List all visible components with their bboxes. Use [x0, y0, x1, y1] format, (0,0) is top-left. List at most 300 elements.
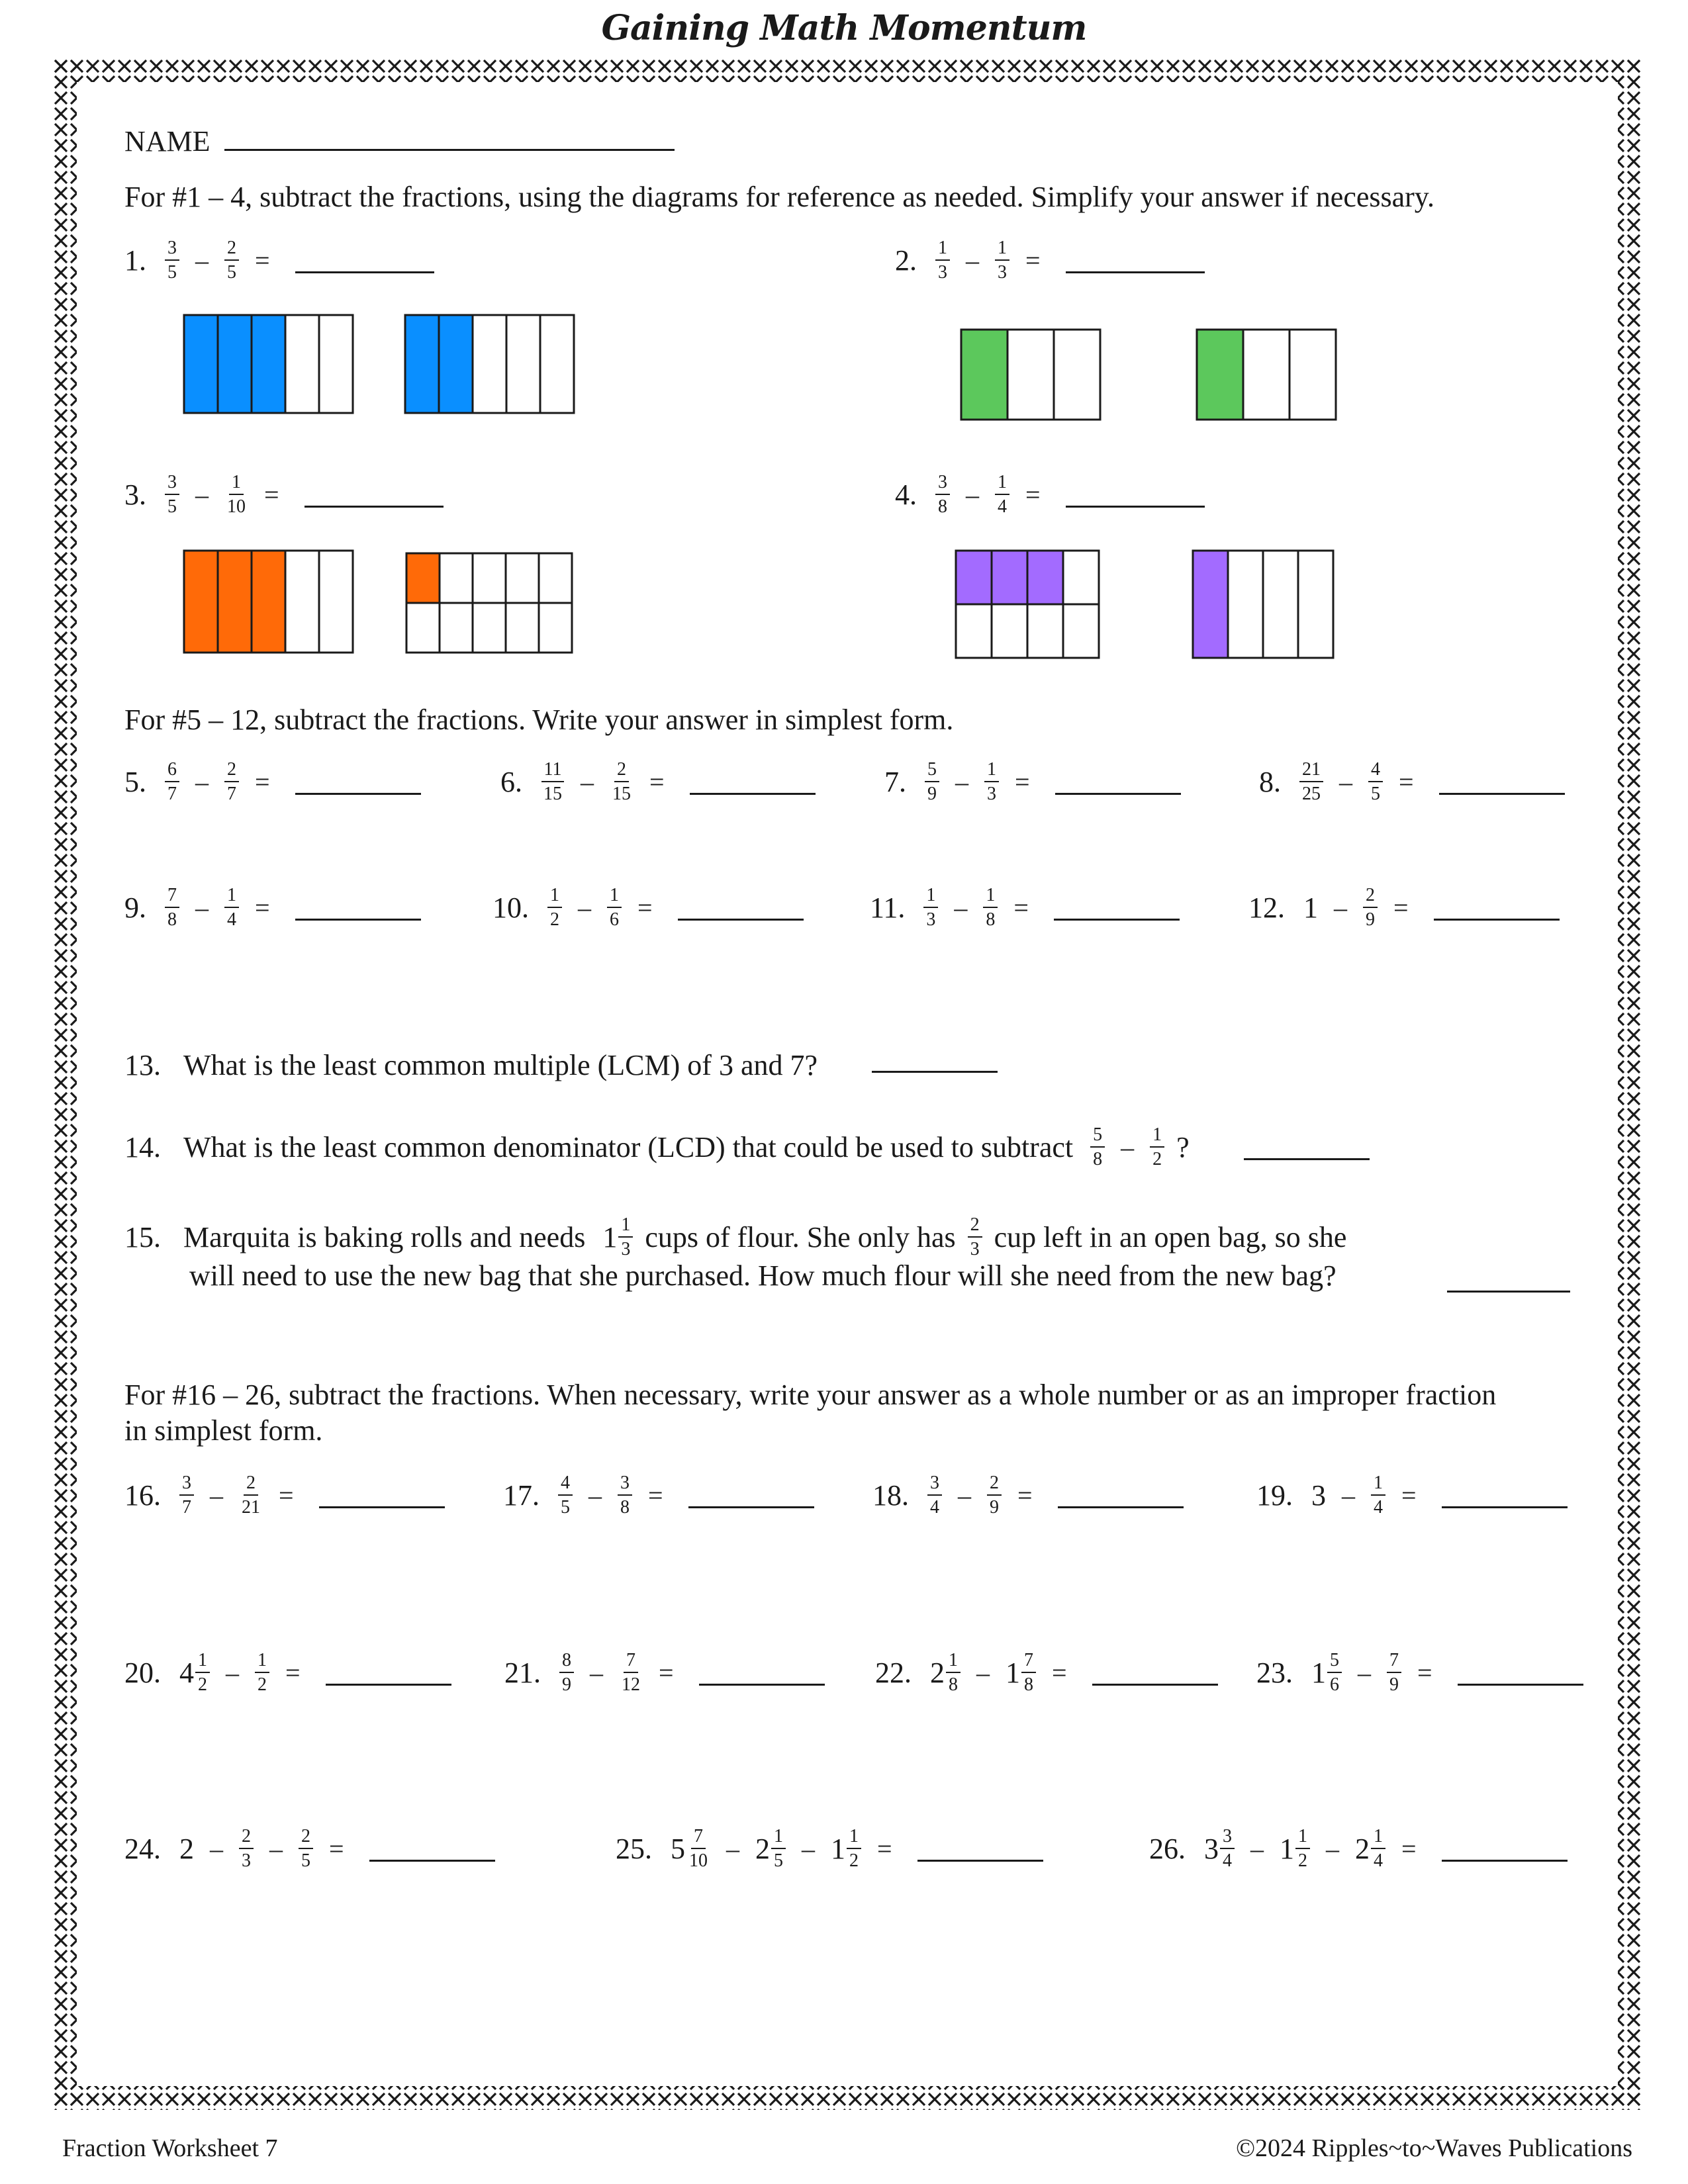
fraction — [195, 1651, 210, 1695]
denominator: 2 — [198, 1674, 207, 1696]
problem-number: 25. — [616, 1832, 652, 1865]
minus-sign: – — [195, 245, 209, 275]
answer-blank[interactable] — [1244, 1158, 1370, 1160]
whole-number: 1 — [831, 1832, 845, 1865]
diagram-1a — [183, 314, 355, 414]
minus-sign: – — [1121, 1132, 1135, 1162]
denominator: 4 — [1223, 1850, 1232, 1872]
problem-number: 5. — [124, 765, 146, 798]
mixed-number — [1204, 1827, 1235, 1871]
name-label: NAME — [124, 125, 211, 158]
minus-sign: – — [802, 1833, 815, 1864]
fraction — [558, 1473, 573, 1518]
fraction — [299, 1827, 313, 1871]
whole-number: 3 — [1204, 1832, 1219, 1865]
fraction — [987, 1473, 1002, 1518]
fraction — [559, 1651, 574, 1695]
fraction — [1150, 1125, 1164, 1169]
minus-sign: – — [1339, 766, 1352, 797]
equals-sign: = — [649, 766, 665, 797]
numerator: 21 — [1299, 760, 1323, 782]
numerator: 4 — [1368, 760, 1383, 782]
answer-blank[interactable] — [1442, 1860, 1568, 1862]
answer-blank[interactable] — [1092, 1684, 1218, 1686]
name-field-row — [124, 124, 675, 158]
minus-sign: – — [976, 1657, 990, 1688]
fraction — [1299, 760, 1323, 804]
numerator: 1 — [195, 1651, 210, 1673]
denominator: 5 — [1371, 784, 1380, 805]
numerator: 8 — [559, 1651, 574, 1673]
answer-blank[interactable] — [319, 1506, 445, 1508]
fraction — [847, 1827, 861, 1871]
problem-4 — [895, 473, 1205, 517]
fraction — [165, 760, 179, 804]
problem-number: 3. — [124, 478, 146, 511]
minus-sign: – — [1334, 892, 1347, 923]
fraction — [607, 886, 622, 930]
equals-sign: = — [1393, 892, 1409, 923]
instructions-5-12: For #5 – 12, subtract the fractions. Write your answer in simplest form. — [124, 704, 954, 736]
equals-sign: = — [877, 1833, 892, 1864]
answer-blank[interactable] — [295, 793, 421, 795]
answer-blank[interactable] — [872, 1071, 998, 1073]
denominator: 8 — [167, 909, 177, 931]
denominator: 9 — [1366, 909, 1375, 931]
denominator: 10 — [227, 496, 246, 518]
fraction — [1295, 1827, 1310, 1871]
problem-25 — [616, 1827, 1043, 1871]
problem-6 — [500, 760, 816, 804]
denominator: 8 — [620, 1497, 630, 1518]
denominator: 3 — [242, 1850, 251, 1872]
fraction — [547, 886, 562, 930]
equals-sign: = — [1399, 766, 1414, 797]
numerator: 1 — [995, 238, 1009, 261]
denominator: 8 — [986, 909, 996, 931]
denominator: 15 — [612, 784, 631, 805]
fraction — [224, 760, 239, 804]
denominator: 5 — [167, 496, 177, 518]
mixed-number — [671, 1827, 710, 1871]
answer-blank[interactable] — [699, 1684, 825, 1686]
fraction — [1090, 1125, 1105, 1169]
whole-number: 1 — [602, 1220, 618, 1253]
question-mark: ? — [1176, 1130, 1190, 1163]
problem-number: 7. — [884, 765, 906, 798]
mixed-number — [1355, 1827, 1385, 1871]
problem-number: 17. — [503, 1479, 539, 1512]
minus-sign: – — [958, 1480, 971, 1510]
question-text: cup left in an open bag, so she — [994, 1220, 1347, 1253]
numerator: 1 — [946, 1651, 961, 1673]
answer-blank[interactable] — [295, 919, 421, 921]
numerator: 6 — [165, 760, 179, 782]
answer-blank[interactable] — [688, 1506, 814, 1508]
equals-sign: = — [1401, 1480, 1417, 1510]
problem-5 — [124, 760, 421, 804]
question-15-line1 — [124, 1215, 1346, 1259]
fraction — [618, 1215, 633, 1259]
equals-sign: = — [637, 892, 653, 923]
minus-sign: – — [954, 892, 968, 923]
equals-sign: = — [255, 245, 270, 275]
problem-number: 19. — [1256, 1479, 1293, 1512]
minus-sign: – — [726, 1833, 739, 1864]
numerator: 4 — [558, 1473, 573, 1496]
fraction — [1371, 1473, 1385, 1518]
numerator: 2 — [224, 238, 239, 261]
denominator: 9 — [1389, 1674, 1399, 1696]
answer-blank[interactable] — [1054, 919, 1180, 921]
denominator: 7 — [167, 784, 177, 805]
numerator: 2 — [968, 1215, 982, 1238]
problem-18 — [872, 1473, 1184, 1518]
whole-number: 1 — [1303, 891, 1318, 924]
equals-sign: = — [1013, 892, 1029, 923]
whole-number: 2 — [755, 1832, 770, 1865]
minus-sign: – — [210, 1480, 223, 1510]
whole-number: 2 — [1355, 1832, 1370, 1865]
denominator: 3 — [987, 784, 996, 805]
denominator: 3 — [621, 1239, 631, 1260]
problem-number: 4. — [895, 478, 917, 511]
fraction — [995, 238, 1009, 283]
diagram-1b — [404, 314, 576, 414]
problem-19 — [1256, 1473, 1568, 1518]
denominator: 21 — [242, 1497, 260, 1518]
denominator: 3 — [938, 262, 947, 283]
numerator: 3 — [618, 1473, 632, 1496]
denominator: 4 — [930, 1497, 939, 1518]
minus-sign: – — [195, 892, 209, 923]
answer-blank[interactable] — [1066, 271, 1205, 273]
answer-blank[interactable] — [690, 793, 816, 795]
numerator: 1 — [224, 886, 239, 908]
numerator: 2 — [987, 1473, 1002, 1496]
mixed-number — [930, 1651, 961, 1695]
denominator: 3 — [998, 262, 1007, 283]
whole-number: 1 — [1311, 1656, 1326, 1689]
problem-number: 14. — [124, 1130, 161, 1163]
fraction — [165, 886, 179, 930]
numerator: 2 — [239, 1827, 254, 1849]
fraction — [686, 1827, 710, 1871]
mixed-number — [1311, 1651, 1342, 1695]
denominator: 2 — [1152, 1149, 1162, 1170]
denominator: 7 — [182, 1497, 191, 1518]
numerator: 3 — [165, 473, 179, 495]
equals-sign: = — [648, 1480, 663, 1510]
whole-number: 2 — [179, 1832, 194, 1865]
equals-sign: = — [1017, 1480, 1033, 1510]
fraction — [946, 1651, 961, 1695]
minus-sign: – — [588, 1480, 602, 1510]
instructions-16-26-line1: For #16 – 26, subtract the fractions. When necessary, write your answer as a whole number or as an improper fraction — [124, 1379, 1497, 1411]
numerator: 1 — [984, 760, 999, 782]
fraction — [224, 238, 239, 283]
numerator: 3 — [165, 238, 179, 261]
numerator: 2 — [614, 760, 629, 782]
fraction — [618, 1473, 632, 1518]
minus-sign: – — [269, 1833, 283, 1864]
problem-12 — [1248, 886, 1560, 930]
fraction — [239, 1473, 263, 1518]
problem-9 — [124, 886, 421, 930]
answer-blank[interactable] — [369, 1860, 495, 1862]
equals-sign: = — [1015, 766, 1030, 797]
diagram-3b — [405, 552, 575, 654]
numerator: 1 — [935, 238, 950, 261]
minus-sign: – — [226, 1657, 239, 1688]
worksheet-title: Gaining Math Momentum — [601, 8, 1087, 48]
instructions-1-4: For #1 – 4, subtract the fractions, using the diagrams for reference as needed. Simplify your answer if necessary. — [124, 181, 1434, 213]
fraction — [995, 473, 1009, 517]
problem-number: 26. — [1149, 1832, 1186, 1865]
problem-number: 12. — [1248, 891, 1285, 924]
problem-number: 2. — [895, 244, 917, 277]
denominator: 4 — [1374, 1850, 1383, 1872]
denominator: 8 — [949, 1674, 958, 1696]
numerator: 3 — [935, 473, 950, 495]
question-13 — [124, 1048, 998, 1082]
denominator: 5 — [227, 262, 236, 283]
whole-number: 3 — [1311, 1479, 1326, 1512]
fraction — [165, 473, 179, 517]
minus-sign: – — [581, 766, 594, 797]
denominator: 2 — [849, 1850, 859, 1872]
problem-8 — [1259, 760, 1565, 804]
numerator: 1 — [607, 886, 622, 908]
fraction — [1220, 1827, 1235, 1871]
problem-number: 13. — [124, 1049, 161, 1081]
problem-16 — [124, 1473, 445, 1518]
fraction — [224, 886, 239, 930]
answer-blank[interactable] — [295, 271, 434, 273]
fraction — [923, 886, 938, 930]
equals-sign: = — [1401, 1833, 1417, 1864]
numerator: 3 — [1220, 1827, 1235, 1849]
fraction — [619, 1651, 643, 1695]
minus-sign: – — [1342, 1480, 1355, 1510]
denominator: 7 — [227, 784, 236, 805]
answer-blank[interactable] — [1458, 1684, 1583, 1686]
equals-sign: = — [1025, 479, 1041, 510]
numerator: 1 — [923, 886, 938, 908]
numerator: 3 — [179, 1473, 194, 1496]
problem-24 — [124, 1827, 495, 1871]
diagram-2a — [960, 328, 1103, 421]
fraction — [1021, 1651, 1036, 1695]
denominator: 5 — [561, 1497, 570, 1518]
denominator: 25 — [1302, 784, 1321, 805]
minus-sign: – — [195, 766, 209, 797]
mixed-number — [602, 1215, 633, 1259]
minus-sign: – — [1326, 1833, 1339, 1864]
problem-1 — [124, 238, 434, 283]
denominator: 5 — [167, 262, 177, 283]
diagram-4b — [1192, 549, 1336, 659]
denominator: 3 — [926, 909, 936, 931]
problem-number: 8. — [1259, 765, 1281, 798]
equals-sign: = — [659, 1657, 674, 1688]
equals-sign: = — [1417, 1657, 1432, 1688]
question-text: What is the least common denominator (LCD) that could be used to subtract — [183, 1130, 1074, 1163]
numerator: 1 — [229, 473, 244, 495]
whole-number: 5 — [671, 1832, 685, 1865]
fraction — [224, 473, 248, 517]
problem-2 — [895, 238, 1205, 283]
denominator: 12 — [622, 1674, 640, 1696]
denominator: 6 — [610, 909, 619, 931]
numerator: 2 — [224, 760, 239, 782]
problem-20 — [124, 1651, 451, 1695]
whole-number: 2 — [930, 1656, 945, 1689]
denominator: 2 — [258, 1674, 267, 1696]
numerator: 1 — [983, 886, 998, 908]
numerator: 7 — [624, 1651, 638, 1673]
minus-sign: – — [195, 479, 209, 510]
denominator: 6 — [1330, 1674, 1339, 1696]
mixed-number — [755, 1827, 786, 1871]
denominator: 4 — [1374, 1497, 1383, 1518]
denominator: 5 — [301, 1850, 310, 1872]
denominator: 5 — [774, 1850, 783, 1872]
problem-17 — [503, 1473, 814, 1518]
numerator: 7 — [1021, 1651, 1036, 1673]
answer-blank[interactable] — [1058, 1506, 1184, 1508]
fraction — [1387, 1651, 1401, 1695]
fraction — [925, 760, 939, 804]
fraction — [255, 1651, 269, 1695]
fraction — [1327, 1651, 1342, 1695]
numerator: 1 — [547, 886, 562, 908]
equals-sign: = — [329, 1833, 344, 1864]
minus-sign: – — [966, 245, 979, 275]
question-text: cups of flour. She only has — [645, 1220, 956, 1253]
fraction — [1363, 886, 1378, 930]
question-text: Marquita is baking rolls and needs — [183, 1220, 586, 1253]
answer-blank[interactable] — [305, 506, 444, 508]
numerator: 1 — [1371, 1827, 1385, 1849]
problem-number: 20. — [124, 1656, 161, 1689]
numerator: 1 — [255, 1651, 269, 1673]
denominator: 8 — [1093, 1149, 1103, 1170]
problem-number: 15. — [124, 1220, 161, 1253]
denominator: 15 — [543, 784, 562, 805]
problem-7 — [884, 760, 1181, 804]
denominator: 3 — [970, 1239, 980, 1260]
diagram-3a — [183, 549, 355, 654]
problem-number: 6. — [500, 765, 522, 798]
numerator: 5 — [1327, 1651, 1342, 1673]
diagram-2b — [1196, 328, 1338, 421]
equals-sign: = — [279, 1480, 294, 1510]
problem-number: 24. — [124, 1832, 161, 1865]
equals-sign: = — [285, 1657, 301, 1688]
fraction — [983, 886, 998, 930]
numerator: 1 — [1371, 1473, 1385, 1496]
answer-blank[interactable] — [1442, 1506, 1568, 1508]
fraction — [927, 1473, 942, 1518]
numerator: 2 — [244, 1473, 258, 1496]
problem-23 — [1256, 1651, 1583, 1695]
numerator: 1 — [847, 1827, 861, 1849]
fraction — [179, 1473, 194, 1518]
equals-sign: = — [1052, 1657, 1067, 1688]
answer-blank[interactable] — [326, 1684, 451, 1686]
minus-sign: – — [1250, 1833, 1264, 1864]
answer-blank[interactable] — [1055, 793, 1181, 795]
numerator: 1 — [618, 1215, 633, 1238]
question-14 — [124, 1125, 1370, 1169]
fraction — [771, 1827, 786, 1871]
numerator: 7 — [1387, 1651, 1401, 1673]
problem-number: 21. — [504, 1656, 541, 1689]
fraction — [165, 238, 179, 283]
denominator: 9 — [927, 784, 937, 805]
problem-10 — [492, 886, 804, 930]
fraction — [968, 1215, 982, 1259]
numerator: 1 — [995, 473, 1009, 495]
fraction — [239, 1827, 254, 1871]
footer-worksheet-name: Fraction Worksheet 7 — [62, 2134, 278, 2162]
equals-sign: = — [264, 479, 279, 510]
fraction — [541, 760, 565, 804]
denominator: 8 — [938, 496, 947, 518]
minus-sign: – — [955, 766, 968, 797]
mixed-number — [1280, 1827, 1310, 1871]
numerator: 11 — [541, 760, 565, 782]
question-text: will need to use the new bag that she purchased. How much flour will she need from the new bag? — [189, 1259, 1336, 1292]
answer-blank[interactable] — [1447, 1291, 1570, 1293]
denominator: 2 — [1298, 1850, 1307, 1872]
problem-11 — [870, 886, 1180, 930]
problem-number: 22. — [875, 1656, 912, 1689]
numerator: 1 — [1295, 1827, 1310, 1849]
answer-blank[interactable] — [1434, 919, 1560, 921]
question-15-line2 — [189, 1259, 1336, 1293]
equals-sign: = — [255, 892, 270, 923]
name-input-line[interactable] — [224, 149, 675, 151]
problem-26 — [1149, 1827, 1568, 1871]
minus-sign: – — [578, 892, 591, 923]
equals-sign: = — [1025, 245, 1041, 275]
minus-sign: – — [1358, 1657, 1371, 1688]
problem-number: 1. — [124, 244, 146, 277]
numerator: 5 — [925, 760, 939, 782]
answer-blank[interactable] — [678, 919, 804, 921]
answer-blank[interactable] — [1066, 506, 1205, 508]
numerator: 2 — [1363, 886, 1378, 908]
mixed-number — [1006, 1651, 1036, 1695]
denominator: 4 — [998, 496, 1007, 518]
denominator: 10 — [689, 1850, 708, 1872]
numerator: 1 — [1150, 1125, 1164, 1148]
numerator: 3 — [927, 1473, 942, 1496]
answer-blank[interactable] — [1439, 793, 1565, 795]
denominator: 4 — [227, 909, 236, 931]
answer-blank[interactable] — [917, 1860, 1043, 1862]
fraction — [1368, 760, 1383, 804]
problem-number: 18. — [872, 1479, 909, 1512]
denominator: 8 — [1024, 1674, 1033, 1696]
numerator: 7 — [165, 886, 179, 908]
numerator: 7 — [691, 1827, 706, 1849]
numerator: 1 — [771, 1827, 786, 1849]
fraction — [1371, 1827, 1385, 1871]
problem-number: 9. — [124, 891, 146, 924]
